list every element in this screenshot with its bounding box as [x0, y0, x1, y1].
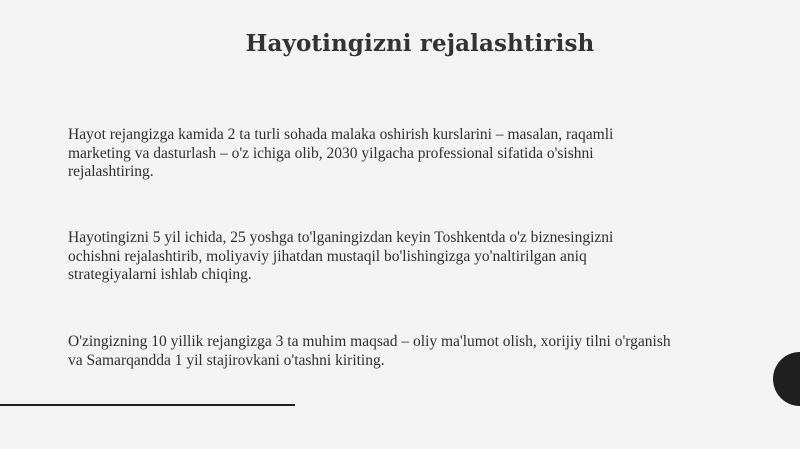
slide-title: Hayotingizni rejalashtirish — [245, 30, 595, 57]
bottom-divider-line — [0, 404, 295, 406]
paragraph-professional-growth: Hayot rejangizga kamida 2 ta turli sohada malaka oshirish kurslarini – masalan, raqamli marketing va dasturlash – o'z ichiga olib, 2030 yilgacha professional sifatida o'sishni rejalashtiring. — [68, 126, 614, 180]
paragraph-business-plan: Hayotingizni 5 yil ichida, 25 yoshga to'lganingizdan keyin Toshkentda o'z biznesingizni ochishni rejalashtirib, moliyaviy jihatdan mustaqil bo'lishingizga yo'naltirilgan aniq strategiyalarni ishlab chiqing. — [68, 229, 614, 283]
decorative-circle — [773, 352, 800, 406]
paragraph-ten-year-goals: O'zingizning 10 yillik rejangizga 3 ta muhim maqsad – oliy ma'lumot olish, xorijiy tilni o'rganish va Samarqandda 1 yil stajirovkani o'tashni kiriting. — [68, 333, 671, 369]
